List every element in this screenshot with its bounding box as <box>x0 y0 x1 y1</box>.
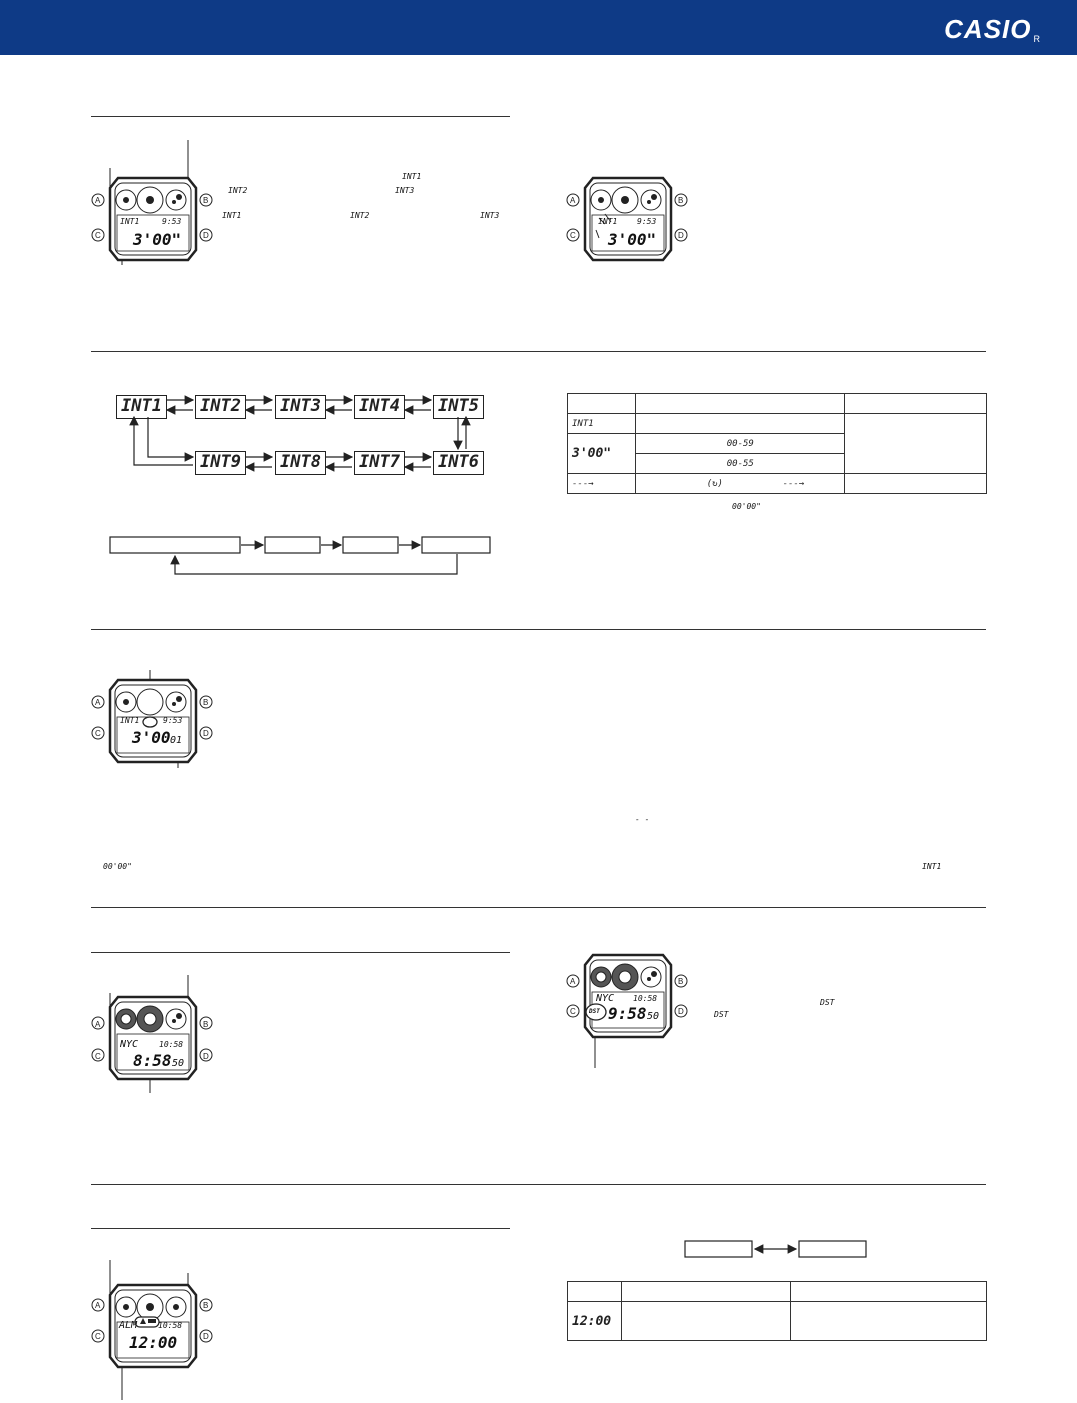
table-row <box>568 414 987 434</box>
cycle-mode-box: INT5 <box>433 395 484 419</box>
table-cell: 00-59 <box>636 434 845 454</box>
watch6-mode: ALM <box>119 1320 138 1331</box>
seg-ref: INT2 <box>228 186 248 195</box>
button-a-label: A <box>570 977 576 986</box>
button-b-label: B <box>678 977 684 986</box>
button-a-label: A <box>95 196 101 205</box>
seg-ref: INT1 <box>222 211 242 220</box>
button-c-label: C <box>95 1052 101 1061</box>
watch-illustration-1 <box>88 140 218 270</box>
button-c-label: C <box>570 1007 576 1016</box>
brand-logo <box>944 14 1041 45</box>
seg-ref: DST <box>714 1010 729 1019</box>
watch5-city: NYC <box>596 993 615 1004</box>
watch2-time: 9:53 <box>637 217 657 226</box>
table-header-row <box>568 394 987 414</box>
watch-illustration-4 <box>88 975 218 1095</box>
button-b-label: B <box>203 698 209 707</box>
button-b-label: B <box>678 196 684 205</box>
setting-table <box>567 393 987 494</box>
watch4-time: 10:58 <box>159 1040 184 1049</box>
seg-ref: INT2 <box>350 211 370 220</box>
watch3-small-display: 01 <box>170 735 183 746</box>
section-divider <box>91 629 986 630</box>
dst-indicator: DST <box>589 1008 600 1015</box>
watch5-main-display: 9:58 <box>608 1004 647 1023</box>
section-divider <box>91 1228 510 1229</box>
button-a-label: A <box>95 1020 101 1029</box>
cycle-mode-box: INT8 <box>275 451 326 475</box>
table-row <box>568 474 987 494</box>
watch1-time: 9:53 <box>162 217 182 226</box>
footnote-seg: 00'00" <box>732 502 761 511</box>
table-cell: 3'00" <box>568 434 636 474</box>
button-b-label: B <box>203 196 209 205</box>
section-divider <box>91 952 510 953</box>
button-d-label: D <box>678 1007 684 1016</box>
seg-ref: INT1 <box>402 172 422 181</box>
watch-illustration-2 <box>563 140 693 270</box>
watch1-mode: INT1 <box>120 217 140 226</box>
table-cell: 00-55 <box>636 454 845 474</box>
registered-mark: R <box>1033 34 1041 44</box>
watch-illustration-3 <box>88 660 218 772</box>
watch4-city: NYC <box>120 1039 139 1050</box>
arrow-icon: ---→ <box>782 478 805 489</box>
watch6-time: 10:58 <box>158 1321 183 1330</box>
watch-illustration-6 <box>88 1255 218 1403</box>
section-divider <box>91 116 510 117</box>
watch3-mode: INT1 <box>120 716 140 725</box>
cycle-mode-box: INT1 <box>116 395 167 419</box>
watch2-main-display: 3'00" <box>608 230 657 249</box>
brand-name: CASIO <box>944 14 1032 44</box>
button-d-label: D <box>678 231 684 240</box>
table-header-row <box>568 1282 987 1302</box>
table-cell: ---→ <box>568 474 636 494</box>
watch4-seconds: 50 <box>172 1058 185 1069</box>
cycle-mode-box: INT3 <box>275 395 326 419</box>
seg-ref: INT1 <box>922 862 942 871</box>
watch2-mode: INT1 <box>598 217 618 226</box>
button-c-label: C <box>570 231 576 240</box>
watch4-main-display: 8:58 <box>133 1051 172 1070</box>
watch6-main-display: 12:00 <box>129 1333 178 1352</box>
seg-ref: INT3 <box>480 211 500 220</box>
seg-ref: - - <box>635 815 650 824</box>
header-bar <box>0 0 1077 55</box>
button-b-label: B <box>203 1020 209 1029</box>
seg-ref: INT3 <box>395 186 415 195</box>
button-d-label: D <box>203 1332 209 1341</box>
watch3-time: 9:53 <box>163 716 183 725</box>
section-divider <box>91 1184 986 1185</box>
watch5-seconds: 50 <box>647 1011 660 1022</box>
seg-ref: 00'00" <box>103 862 132 871</box>
watch5-time: 10:58 <box>633 994 658 1003</box>
button-c-label: C <box>95 1332 101 1341</box>
button-a-label: A <box>95 698 101 707</box>
cycle-mode-box: INT4 <box>354 395 405 419</box>
button-c-label: C <box>95 729 101 738</box>
lap-icon: (↻) <box>706 478 723 489</box>
button-d-label: D <box>203 231 209 240</box>
cycle-mode-box: INT2 <box>195 395 246 419</box>
setting-sequence-diagram <box>105 530 505 580</box>
cycle-mode-box: INT9 <box>195 451 246 475</box>
table-cell: 12:00 <box>568 1302 622 1341</box>
table-row <box>568 1302 987 1341</box>
button-c-label: C <box>95 231 101 240</box>
watch3-main-display: 3'00 <box>132 728 171 747</box>
alarm-table <box>567 1281 987 1341</box>
watch1-main-display: 3'00" <box>133 230 182 249</box>
button-a-label: A <box>570 196 576 205</box>
button-a-label: A <box>95 1301 101 1310</box>
button-d-label: D <box>203 729 209 738</box>
button-b-label: B <box>203 1301 209 1310</box>
cycle-mode-box: INT6 <box>433 451 484 475</box>
alarm-toggle-diagram <box>680 1236 875 1262</box>
button-d-label: D <box>203 1052 209 1061</box>
section-divider <box>91 351 986 352</box>
table-cell: INT1 <box>568 414 636 434</box>
seg-ref: DST <box>820 998 835 1007</box>
cycle-mode-box: INT7 <box>354 451 405 475</box>
section-divider <box>91 907 986 908</box>
